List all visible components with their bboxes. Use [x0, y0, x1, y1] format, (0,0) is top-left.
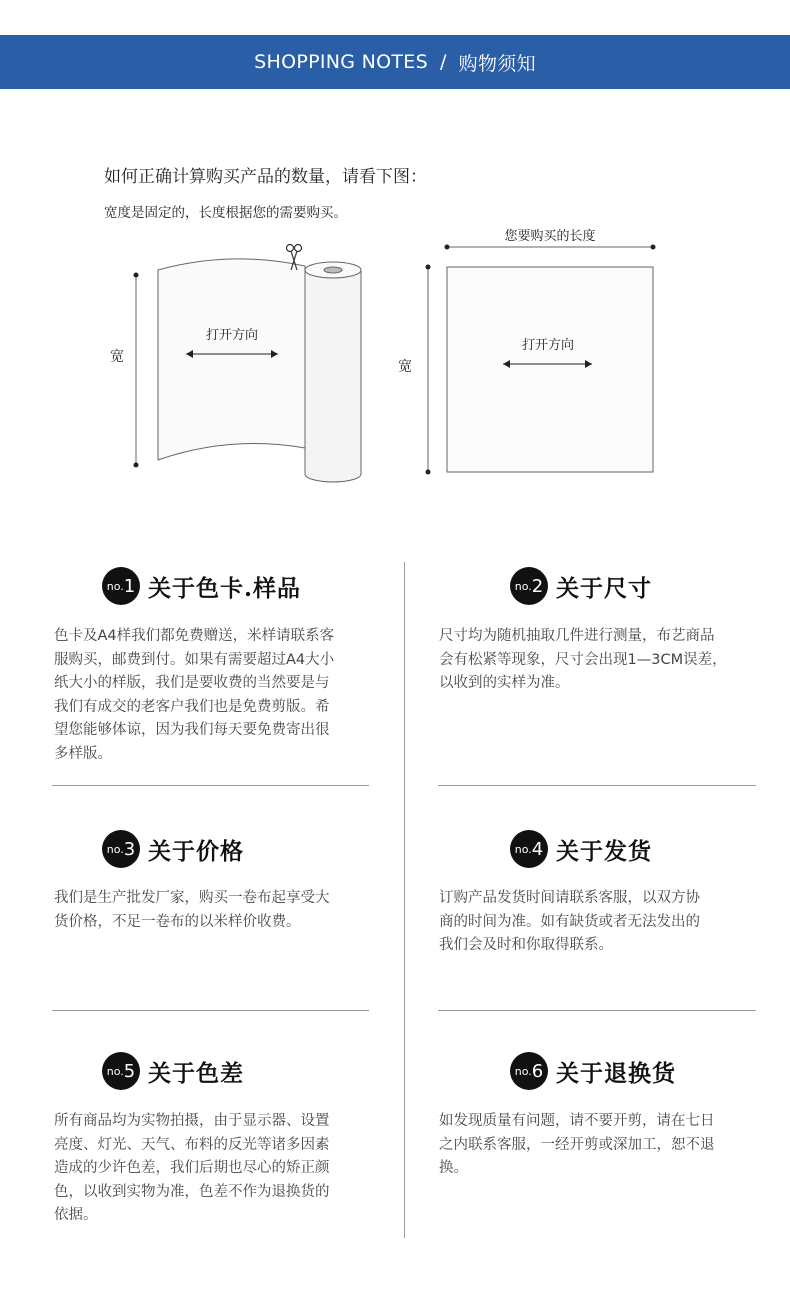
roll-cylinder-body	[305, 270, 361, 482]
section-title: 关于色差	[148, 1059, 244, 1087]
section-size-text: 尺寸均为随机抽取几件进行测量，布艺商品 会有松紧等现象，尺寸会出现1—3CM误差， 以收到的实样为准。	[439, 628, 727, 691]
section-color-card-heading	[102, 566, 301, 606]
top-margin	[0, 0, 790, 35]
section-title: 关于价格	[148, 837, 244, 865]
fabric-sheet-illustration	[426, 245, 656, 475]
section-price-heading	[102, 829, 244, 869]
roll-core-hole	[324, 267, 342, 273]
section-color-difference-text: 所有商品均为实物拍摄，由于显示器、设置 亮度、灯光、天气、布料的反光等诸多因素 造成的少许色差，我们后期也尽心的矫正颜 色，以收到实物为准，色差不作为退换货的 依据。	[54, 1113, 330, 1223]
section-returns-heading	[510, 1051, 676, 1091]
section-title: 关于发货	[556, 837, 652, 865]
section-shipping-text: 订购产品发货时间请联系客服，以双方协 商的时间为准。如有缺货或者无法发出的 我们会及时和你取得联系。	[439, 890, 700, 953]
banner-separator: /	[439, 51, 447, 73]
number-badge: no. 6	[510, 1052, 548, 1090]
section-price-text: 我们是生产批发厂家，购买一卷布起享受大 货价格，不足一卷布的以米样价收费。	[54, 890, 330, 930]
roll-width-dot-bottom	[134, 463, 139, 468]
roll-direction-label: 打开方向	[205, 328, 259, 343]
measurement-diagram	[0, 220, 790, 490]
section-shipping-heading	[510, 829, 652, 869]
sheet-width-label: 宽	[398, 359, 412, 375]
banner-title-cn: 购物须知	[458, 52, 536, 75]
intro-subtitle: 宽度是固定的，长度根据您的需要购买。	[104, 205, 347, 221]
sheet-direction-label: 打开方向	[521, 338, 575, 353]
intro-title: 如何正确计算购买产品的数量，请看下图：	[104, 167, 427, 187]
row-divider-left-2	[52, 1010, 369, 1011]
row-divider-right-1	[438, 785, 756, 786]
number-badge: no. 1	[102, 567, 140, 605]
banner-title-en: SHOPPING NOTES	[254, 51, 428, 73]
section-returns-text: 如发现质量有问题，请不要开剪，请在七日 之内联系客服，一经开剪或深加工，恕不退 换。	[439, 1113, 715, 1176]
roll-width-dot-top	[134, 273, 139, 278]
row-divider-left-1	[52, 785, 369, 786]
number-badge: no. 2	[510, 567, 548, 605]
unrolled-fabric-sheet	[158, 259, 305, 460]
section-title: 关于退换货	[556, 1059, 676, 1087]
number-badge: no. 4	[510, 830, 548, 868]
row-divider-right-2	[438, 1010, 756, 1011]
column-divider	[404, 562, 405, 1238]
purchase-length-label: 您要购买的长度	[504, 229, 596, 244]
section-title: 关于色卡.样品	[148, 574, 302, 602]
number-badge: no. 5	[102, 1052, 140, 1090]
cut-fabric-sheet	[447, 267, 653, 472]
section-size-heading	[510, 566, 652, 606]
section-title: 关于尺寸	[556, 574, 652, 602]
roll-width-label: 宽	[110, 349, 124, 365]
fabric-roll-illustration	[134, 259, 362, 482]
section-color-difference-heading	[102, 1051, 244, 1091]
section-color-card-text: 色卡及A4样我们都免费赠送，米样请联系客 服购买，邮费到付。如果有需要超过A4大小 纸大小的样版，我们是要收费的当然要是与 我们有成交的老客户我们也是免费剪版。希 望您能够体谅，因为我们每天要免费寄出很 多样版。	[54, 628, 335, 762]
number-badge: no. 3	[102, 830, 140, 868]
shopping-notes-banner	[0, 35, 790, 89]
